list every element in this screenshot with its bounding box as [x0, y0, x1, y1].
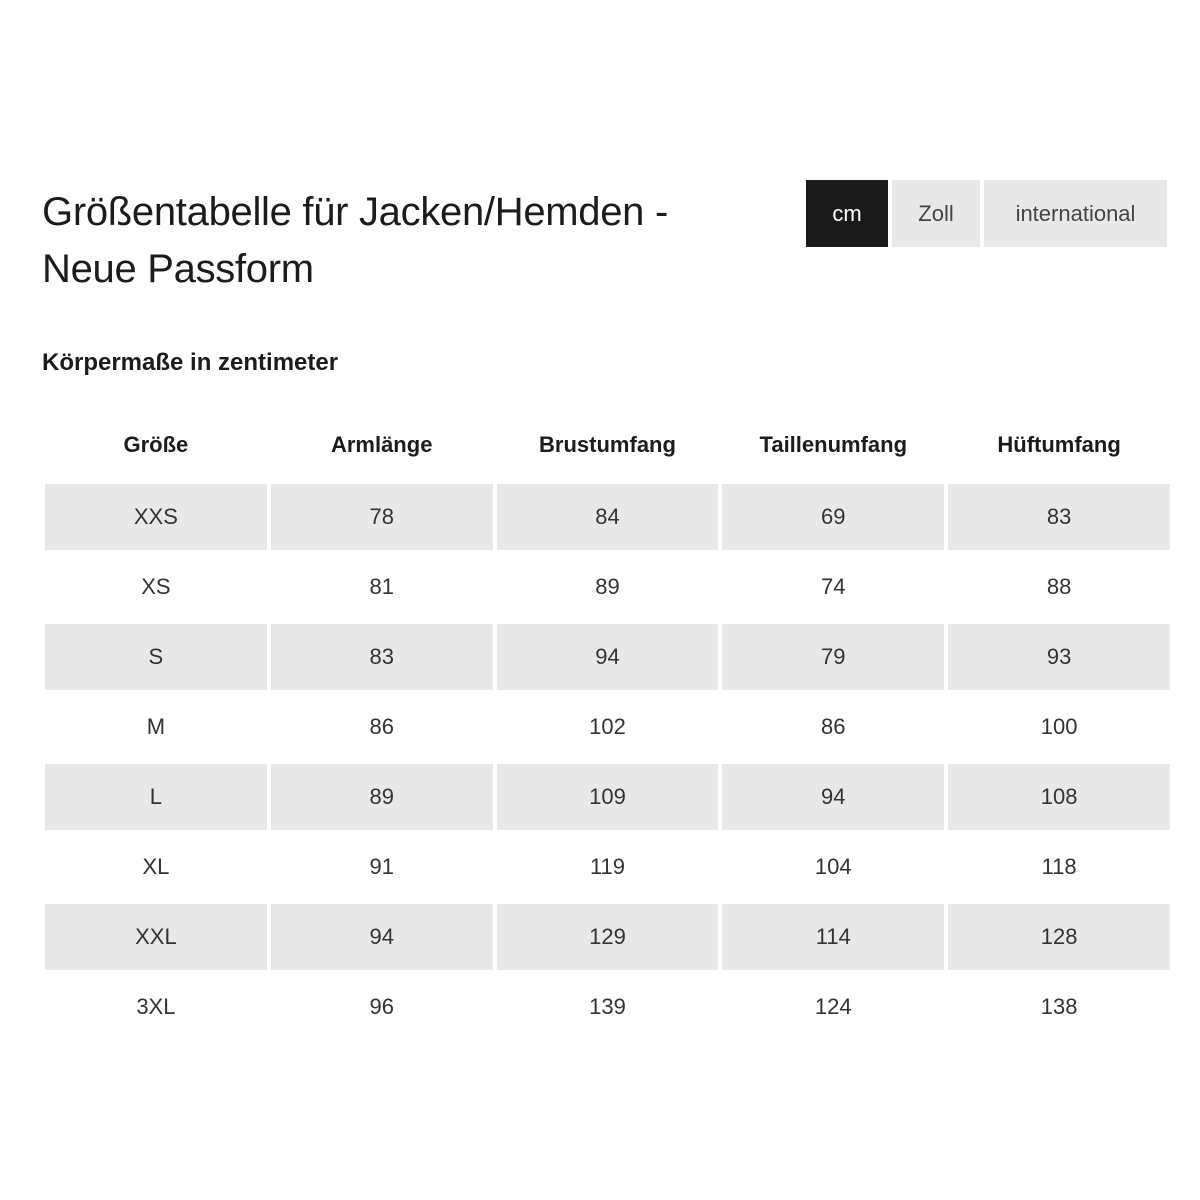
table-cell: 139 — [589, 994, 626, 1019]
column-header-waist: Taillenumfang — [759, 432, 908, 457]
page-title-line-2: Neue Passform — [42, 247, 314, 291]
unit-international-button[interactable]: international — [984, 180, 1167, 247]
page-title — [42, 184, 762, 298]
table-row — [45, 624, 1170, 690]
table-cell-size: XS — [141, 574, 171, 599]
table-cell: 86 — [821, 714, 846, 739]
column-header-size: Größe — [123, 432, 189, 457]
table-row — [45, 764, 1170, 830]
unit-zoll-button[interactable]: Zoll — [892, 180, 980, 247]
table-cell: 114 — [722, 904, 944, 970]
table-cell: 124 — [814, 994, 852, 1019]
table-row — [45, 694, 1170, 760]
table-cell: 91 — [369, 854, 394, 879]
table-cell: 104 — [814, 854, 852, 879]
table-cell-size: XL — [142, 854, 170, 879]
table-cell-size: S — [45, 624, 267, 690]
section-heading: Körpermaße in zentimeter — [42, 349, 339, 376]
table-cell-size: L — [45, 764, 267, 830]
page-title-line-1: Größentabelle für Jacken/Hemden - — [42, 190, 668, 234]
column-header-chest: Brustumfang — [539, 432, 676, 457]
table-cell: 74 — [821, 574, 846, 599]
column-header-arm-length: Armlänge — [330, 432, 433, 457]
table-cell-size: XXL — [45, 904, 267, 970]
size-table — [45, 410, 1170, 1040]
table-cell: 78 — [271, 484, 493, 550]
table-cell: 89 — [595, 574, 620, 599]
table-row — [45, 554, 1170, 620]
table-row — [45, 484, 1170, 550]
table-cell: 109 — [497, 764, 719, 830]
table-cell: 96 — [369, 994, 394, 1019]
unit-cm-button[interactable]: cm — [806, 180, 888, 247]
table-cell: 94 — [271, 904, 493, 970]
table-cell: 83 — [948, 484, 1170, 550]
table-cell-size: 3XL — [136, 994, 176, 1019]
unit-toggle — [806, 180, 1167, 247]
table-cell: 79 — [722, 624, 944, 690]
table-row — [45, 904, 1170, 970]
table-cell: 102 — [589, 714, 626, 739]
table-cell: 94 — [722, 764, 944, 830]
table-cell: 138 — [1040, 994, 1078, 1019]
table-cell: 118 — [1041, 854, 1077, 879]
table-row — [45, 974, 1170, 1040]
table-cell: 129 — [497, 904, 719, 970]
table-row — [45, 834, 1170, 900]
table-header-row — [45, 410, 1170, 480]
table-cell: 94 — [497, 624, 719, 690]
table-cell: 88 — [1046, 574, 1072, 599]
table-cell: 89 — [271, 764, 493, 830]
table-cell: 100 — [1040, 714, 1078, 739]
table-cell: 84 — [497, 484, 719, 550]
table-cell: 128 — [948, 904, 1170, 970]
table-cell: 86 — [369, 714, 394, 739]
table-cell-size: M — [146, 714, 166, 739]
table-cell: 69 — [722, 484, 944, 550]
column-header-hip: Hüftumfang — [997, 432, 1121, 457]
table-cell: 83 — [271, 624, 493, 690]
table-cell: 81 — [369, 574, 394, 599]
table-cell: 108 — [948, 764, 1170, 830]
table-cell: 93 — [948, 624, 1170, 690]
table-cell: 119 — [589, 854, 626, 879]
table-cell-size: XXS — [45, 484, 267, 550]
